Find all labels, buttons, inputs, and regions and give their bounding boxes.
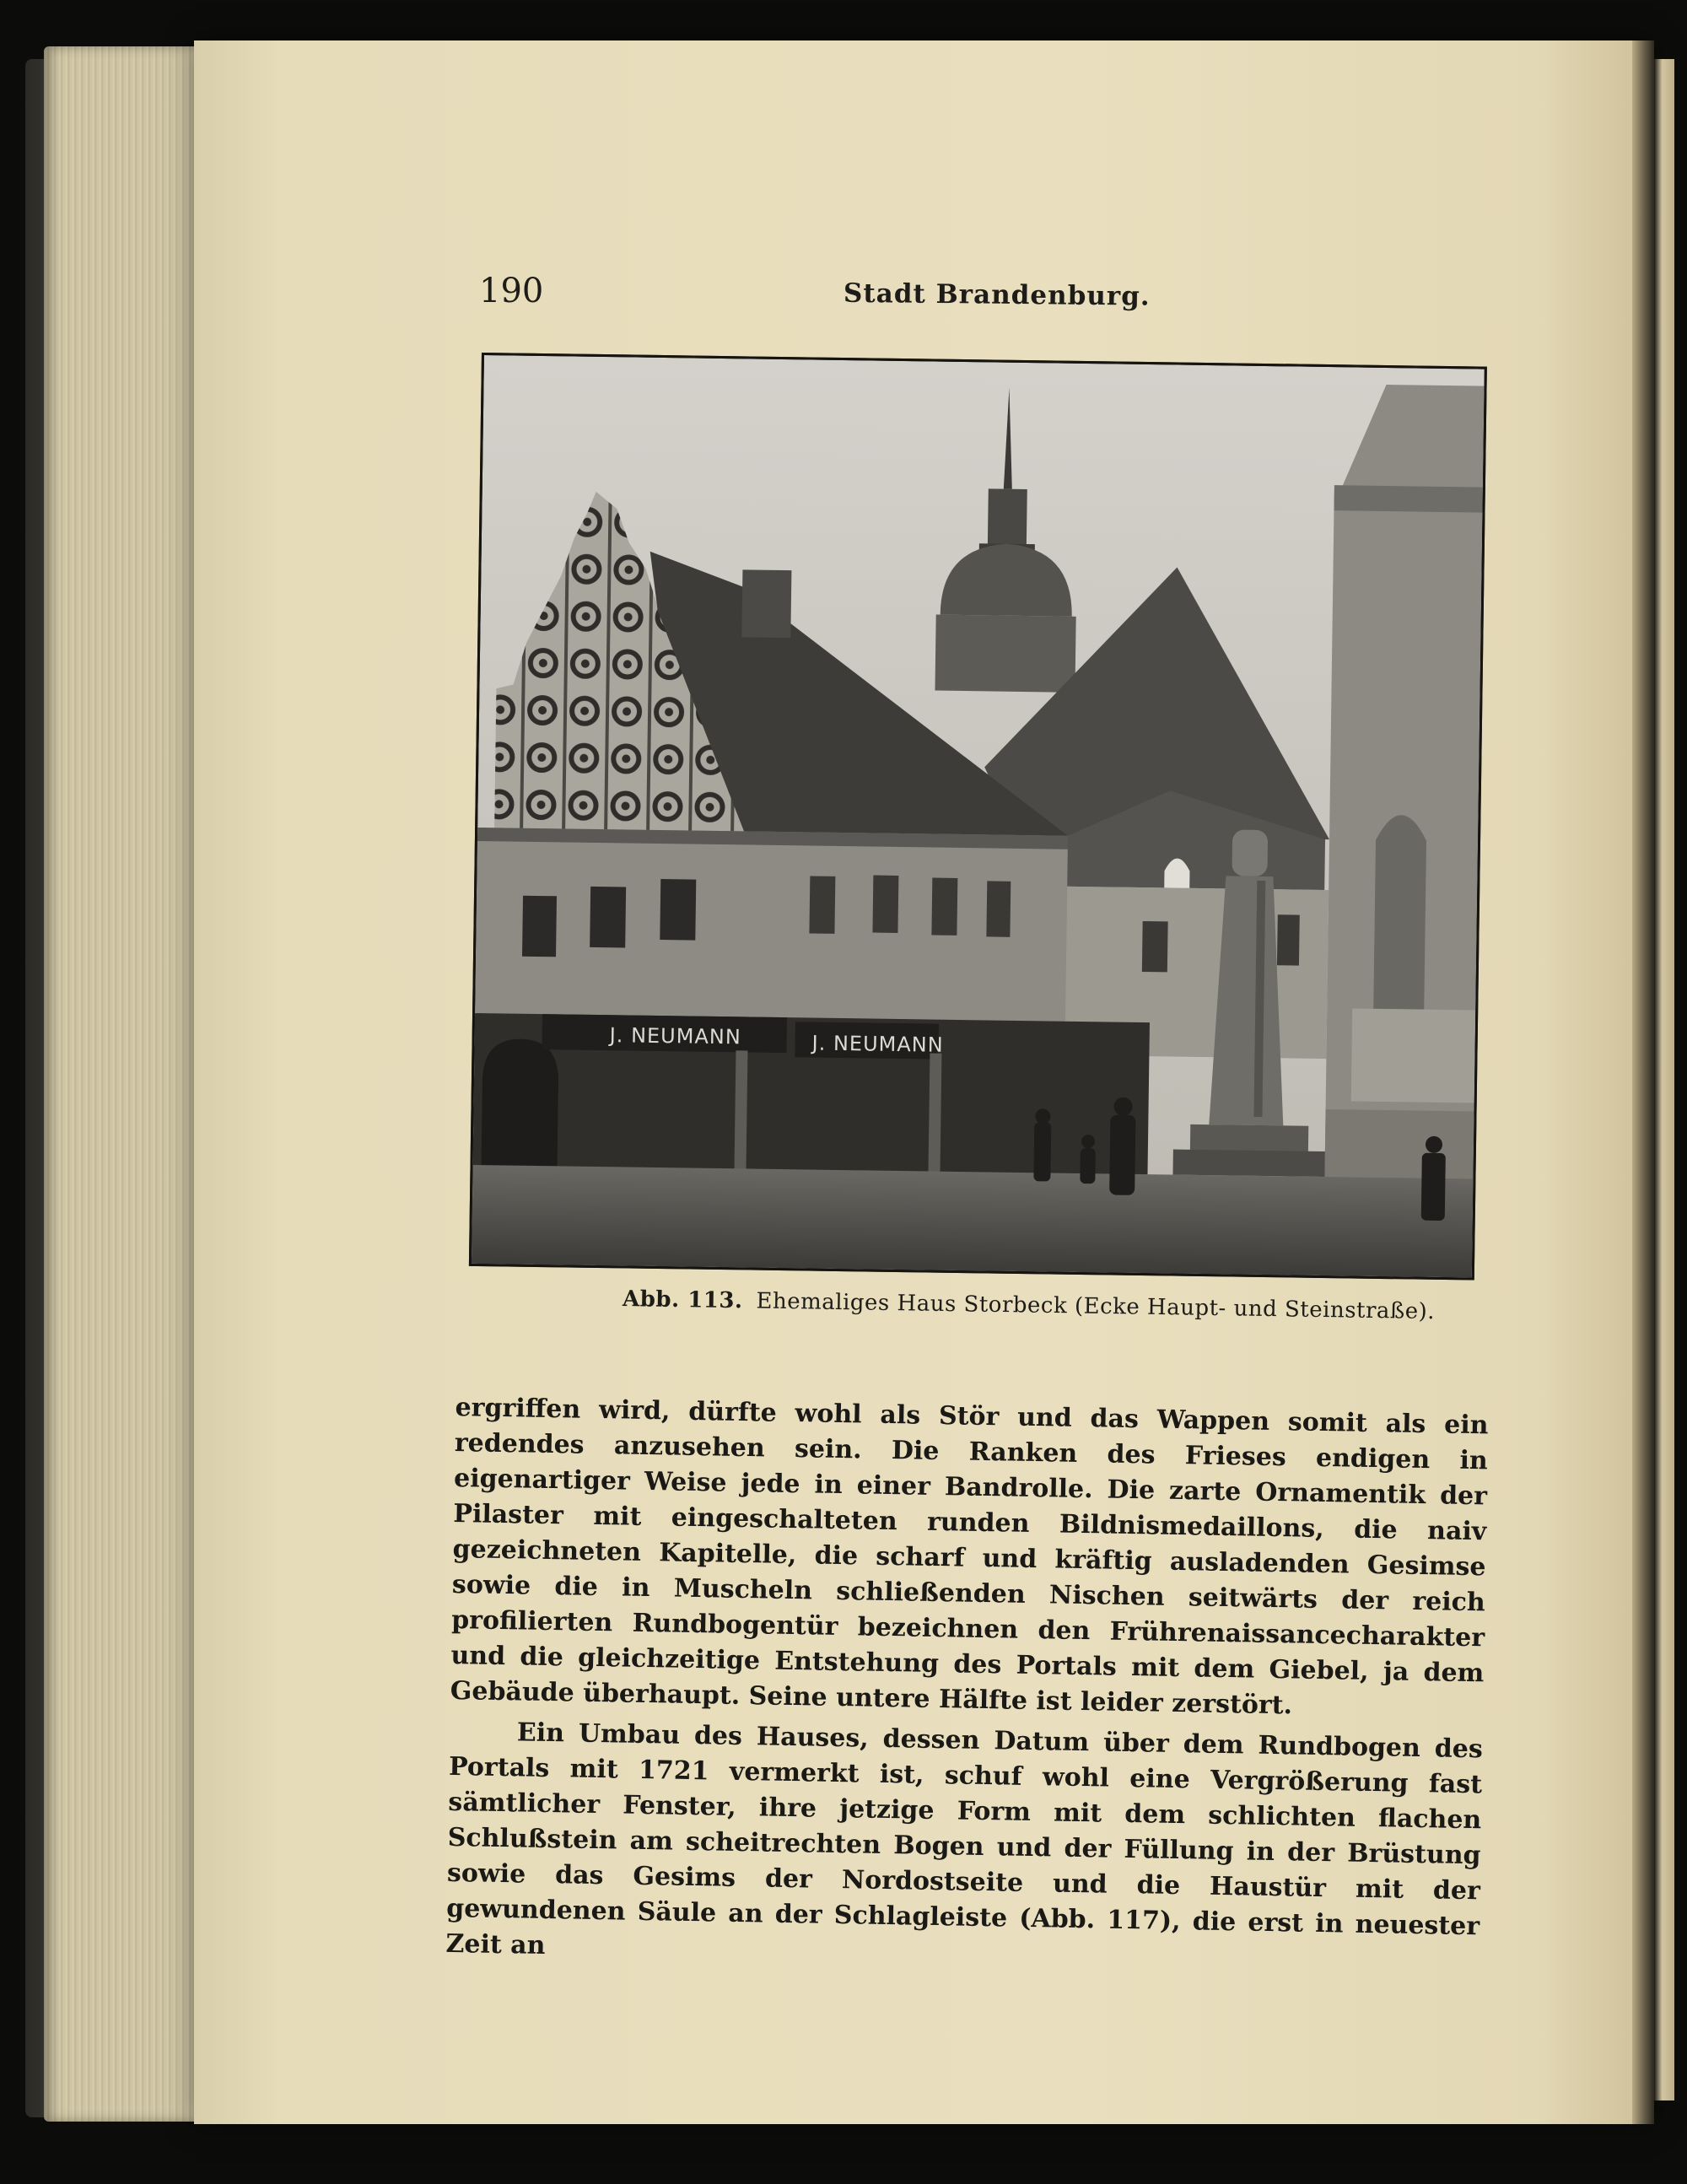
street: [472, 1165, 1474, 1278]
paragraph-1: ergriffen wird, dürfte wohl als Stör und das Wappen somit als ein redendes anzusehen sein. Die Ranken des Frieses endigen in eigenartiger Weise jede in einer Bandrolle. Die zarte Ornamentik der Pilaster mit eingeschalteten runden Bildnismedaillons, die naiv gezeichneten Kapitelle, die scharf und kräftig ausladenden Gesimse sowie die in Muscheln schließenden Nischen seitwärts der reich profilierten Rundbogentür bezeichnen den Frührenaissancecharakter und die gleichzeitige Entstehung des Portals mit dem Giebel, ja dem Gebäude überhaupt. Seine untere Hälfte ist leider zerstört.: [450, 1392, 1489, 1721]
caption-label: Abb. 113.: [622, 1286, 743, 1314]
facing-page-edge: [1654, 59, 1674, 2100]
shop-sign-left: J. NEUMANN: [609, 1023, 741, 1049]
house-storbeck-photo: [472, 355, 1485, 1277]
paragraph-2: Ein Umbau des Hauses, dessen Datum über dem Rundbogen des Portals mit 1721 vermerkt ist, schuf wohl eine Vergrößerung fast sämtlicher Fenster, ihre jetzige Form mit dem schlichten flachen Schlußstein am scheitrechten Bogen und der Füllung in der Brüstung sowie das Gesims der Nordostseite und die Haustür mit der gewundenen Säule an der Schlagleiste (Abb. 117), die erst in neuester Zeit an: [445, 1718, 1484, 1960]
caption-text: Ehemaliges Haus Storbeck (Ecke Haupt- und Steinstraße).: [756, 1288, 1436, 1325]
book-gutter: [1632, 40, 1654, 2124]
figure-photograph: [469, 353, 1487, 1281]
middle-house: [1064, 790, 1329, 1059]
page-number: 190: [479, 272, 544, 310]
shop-sign-right: J. NEUMANN: [811, 1031, 944, 1057]
running-title: Stadt Brandenburg.: [843, 278, 1151, 312]
church-buttress: [1323, 384, 1485, 1277]
body-text: [445, 1390, 1489, 1980]
